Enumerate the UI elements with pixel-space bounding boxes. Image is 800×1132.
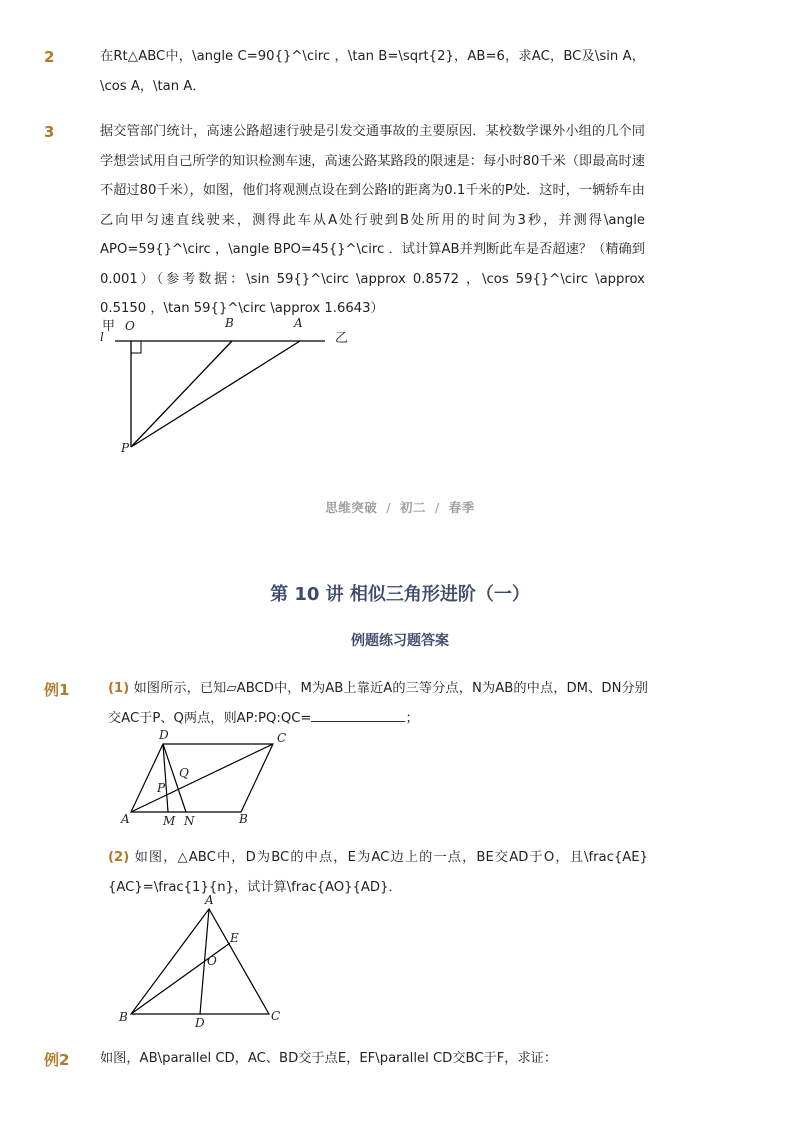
lesson-title: 第 10 讲 相似三角形进阶（一） <box>270 584 530 605</box>
segment-pa <box>131 341 300 447</box>
part-1-end: ； <box>405 710 419 726</box>
label-o: O <box>207 954 217 968</box>
footer-separator: / <box>435 500 440 515</box>
example-label: 例1 <box>44 681 70 699</box>
answer-blank[interactable] <box>311 709 405 722</box>
label-d: D <box>159 728 169 742</box>
segment-dm <box>163 744 168 812</box>
segment-pb <box>131 341 232 447</box>
label-b: B <box>119 1010 128 1024</box>
label-p: P <box>121 441 130 455</box>
label-a: A <box>121 812 130 826</box>
part-tag: (1) <box>108 681 130 696</box>
part-2-text: 如图，△ABC中，D为BC的中点，E为AC边上的一点，BE交AD于O，且\frac{AE}{AC}=\frac{1}{n}，试计算\frac{AO}{AD}． <box>108 850 648 895</box>
triangle-figure <box>113 893 288 1033</box>
question-2-text: 在Rt△ABC中，\angle C=90{}^\circ ，\tan B=\sqrt{2}，AB=6，求AC，BC及\sin A，\cos A，\tan A． <box>100 49 645 94</box>
footer-grade: 初二 <box>399 500 426 515</box>
page-footer <box>0 498 800 516</box>
footer-term: 春季 <box>448 500 475 515</box>
example-label: 例2 <box>44 1051 70 1069</box>
footer-separator: / <box>386 500 391 515</box>
example-2-text: 如图，AB\parallel CD，AC、BD交于点E，EF\parallel CD交BC于F，求证： <box>100 1051 558 1066</box>
label-c: C <box>277 731 287 745</box>
part-1-text: 如图所示，已知▱ABCD中，M为AB上靠近A的三等分点，N为AB的中点，DM、DN分别交AC于P、Q两点，则AP:PQ:QC= <box>108 681 648 726</box>
right-angle-mark <box>131 341 141 353</box>
diagonal-ac <box>131 744 273 812</box>
label-m: M <box>163 814 176 828</box>
question-3-text: 据交管部门统计，高速公路超速行驶是引发交通事故的主要原因．某校数学课外小组的几个同学想尝试用自己所学的知识检测车速，高速公路某路段的限速是：每小时80千米（即最高时速不超过80千米），如图，他们将观测点设在到公路l的距离为0.1千米的P处．这时，一辆轿车由乙向甲匀速直线驶来，测得此车从A处行驶到B处所用的时间为3秒，并测得\angle APO=59{}^\circ ，\angle BPO=45{}^\circ ．试计算AB并判断此车是否超速？（精确到0.001）（参考数据：\sin 59{}^\circ \approx 0.8572 ，\cos 59{}^\circ \approx 0.5150 ，\tan 59{}^\circ \approx 1.6643） <box>100 124 645 316</box>
label-e: E <box>230 931 239 945</box>
label-b: B <box>225 316 234 330</box>
label-jia: 甲 <box>102 319 116 334</box>
label-q: Q <box>179 766 189 780</box>
question-number: 3 <box>44 123 55 141</box>
label-d: D <box>195 1016 205 1030</box>
label-b: B <box>239 812 248 826</box>
parallelogram-figure <box>115 726 300 828</box>
label-c: C <box>271 1009 281 1023</box>
label-a: A <box>294 316 303 330</box>
part-tag: (2) <box>108 850 130 865</box>
lesson-subtitle: 例题练习题答案 <box>351 633 449 649</box>
label-o: O <box>125 319 135 333</box>
label-yi: 乙 <box>335 331 349 346</box>
label-n: N <box>184 814 195 828</box>
question-number: 2 <box>44 48 55 66</box>
footer-series: 思维突破 <box>325 500 378 515</box>
label-p: P <box>157 781 166 795</box>
label-l: l <box>100 330 104 344</box>
label-a: A <box>205 893 214 907</box>
example-1-part-1 <box>108 674 648 733</box>
triangle-abc <box>131 909 269 1014</box>
speed-check-figure <box>95 312 365 462</box>
